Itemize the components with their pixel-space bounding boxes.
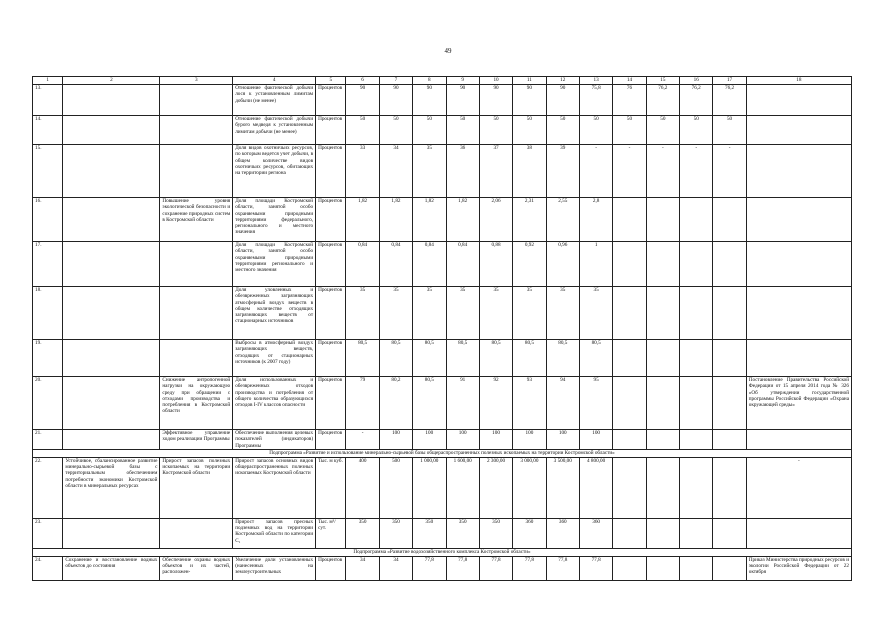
unit-cell: Процентов: [316, 430, 346, 450]
table-row: [33, 198, 852, 242]
document-cell: [746, 198, 851, 242]
value-cell: 0,92: [513, 242, 546, 287]
col-header: 16: [680, 77, 713, 85]
document-cell: [746, 242, 851, 287]
page-number: 49: [444, 47, 452, 55]
value-cell: [680, 556, 713, 580]
value-cell: [646, 457, 679, 518]
subprogram-row: [33, 548, 852, 556]
value-cell: [713, 377, 746, 430]
unit-cell: Процентов: [316, 556, 346, 580]
row-number: 16.: [33, 198, 63, 242]
task-cell: [160, 340, 233, 377]
value-cell: -: [713, 145, 746, 198]
subprogram-title: Подпрограмма «Развитие и использование минерально-сырьевой базы общераспространенных полезных ископаемых на территории Костромской области»: [33, 449, 852, 457]
value-cell: 350: [479, 518, 512, 548]
value-cell: 76: [613, 85, 646, 116]
value-cell: 500: [379, 457, 412, 518]
value-cell: 1,82: [346, 198, 379, 242]
value-cell: [613, 198, 646, 242]
unit-cell: Процентов: [316, 340, 346, 377]
value-cell: [613, 518, 646, 548]
row-number: 15.: [33, 145, 63, 198]
task-cell: [160, 287, 233, 340]
value-cell: 0,84: [446, 242, 479, 287]
value-cell: 77,8: [513, 556, 546, 580]
value-cell: 80,5: [413, 340, 446, 377]
value-cell: 2,8: [579, 198, 612, 242]
unit-cell: Процентов: [316, 377, 346, 430]
value-cell: 90: [546, 85, 579, 116]
value-cell: 93: [513, 377, 546, 430]
col-header: 3: [160, 77, 233, 85]
goal-cell: [63, 145, 160, 198]
value-cell: 50: [546, 116, 579, 145]
table-row: [33, 242, 852, 287]
value-cell: 90: [446, 85, 479, 116]
indicator-cell: Прирост запасов пресных подземных вод на территории Костромской области по категории C₁: [233, 518, 316, 548]
value-cell: [680, 457, 713, 518]
value-cell: 50: [379, 116, 412, 145]
value-cell: 0,96: [546, 242, 579, 287]
unit-cell: Тыс. м³/сут.: [316, 518, 346, 548]
indicator-cell: Увеличение доли установленных (нанесенных на землеустроительных: [233, 556, 316, 580]
value-cell: 79: [346, 377, 379, 430]
value-cell: 39: [546, 145, 579, 198]
indicator-cell: Прирост запасов основных видов общераспространенных полезных ископаемых Костромской области: [233, 457, 316, 518]
value-cell: [680, 198, 713, 242]
value-cell: 100: [479, 430, 512, 450]
table-row: [33, 377, 852, 430]
value-cell: [713, 430, 746, 450]
value-cell: 50: [346, 116, 379, 145]
indicator-cell: Выбросы в атмосферный воздух загрязняющих веществ, отходящих от стационарных источников (к 2007 году): [233, 340, 316, 377]
table-row: [33, 340, 852, 377]
value-cell: 38: [513, 145, 546, 198]
unit-cell: Тыс. м куб.: [316, 457, 346, 518]
row-number: 13.: [33, 85, 63, 116]
task-cell: [160, 85, 233, 116]
document-cell: -: [746, 457, 851, 518]
value-cell: 50: [579, 116, 612, 145]
table-row: [33, 287, 852, 340]
col-header: 13: [579, 77, 612, 85]
value-cell: 0,84: [379, 242, 412, 287]
value-cell: 35: [513, 287, 546, 340]
value-cell: [680, 242, 713, 287]
value-cell: 77,8: [479, 556, 512, 580]
indicator-cell: Доля площади Костромской области, занятой особо охраняемыми природными территориями федерального, регионального и местного значения: [233, 198, 316, 242]
value-cell: [646, 430, 679, 450]
value-cell: -: [579, 145, 612, 198]
value-cell: 50: [713, 116, 746, 145]
document-cell: [746, 116, 851, 145]
subprogram-row: [33, 449, 852, 457]
value-cell: [646, 198, 679, 242]
col-header: 4: [233, 77, 316, 85]
value-cell: 34: [379, 556, 412, 580]
value-cell: 33: [346, 145, 379, 198]
value-cell: [613, 377, 646, 430]
indicator-cell: Доля площади Костромской области, занятой особо охраняемыми природными территориями регионального и местного значения: [233, 242, 316, 287]
value-cell: 90: [346, 85, 379, 116]
unit-cell: Процентов: [316, 85, 346, 116]
document-cell: [746, 287, 851, 340]
unit-cell: Процентов: [316, 116, 346, 145]
col-header: 10: [479, 77, 512, 85]
table-row: [33, 85, 852, 116]
col-header: 17: [713, 77, 746, 85]
value-cell: 100: [446, 430, 479, 450]
value-cell: 50: [479, 116, 512, 145]
goal-cell: [63, 287, 160, 340]
value-cell: 90: [513, 85, 546, 116]
value-cell: 36: [446, 145, 479, 198]
value-cell: 34: [379, 145, 412, 198]
value-cell: [613, 457, 646, 518]
goal-cell: Устойчивое, сбалансированное развитие минерально-сырьевой базы с территориальным обеспечением потребности экономики Костромской области в минеральных ресурсах: [63, 457, 160, 518]
value-cell: 100: [413, 430, 446, 450]
value-cell: 35: [479, 287, 512, 340]
value-cell: 35: [379, 287, 412, 340]
table-row: [33, 116, 852, 145]
goal-cell: [63, 116, 160, 145]
value-cell: [680, 287, 713, 340]
value-cell: 35: [579, 287, 612, 340]
value-cell: 92: [479, 377, 512, 430]
value-cell: 350: [446, 518, 479, 548]
task-cell: [160, 145, 233, 198]
value-cell: -: [646, 145, 679, 198]
value-cell: 50: [646, 116, 679, 145]
col-header: 5: [316, 77, 346, 85]
value-cell: 80,5: [379, 340, 412, 377]
document-cell: [746, 145, 851, 198]
value-cell: 1 000,00: [413, 457, 446, 518]
goal-cell: [63, 377, 160, 430]
value-cell: [713, 198, 746, 242]
value-cell: 350: [346, 518, 379, 548]
value-cell: [613, 556, 646, 580]
value-cell: 400: [346, 457, 379, 518]
value-cell: 34: [346, 556, 379, 580]
table-row: [33, 145, 852, 198]
col-header: 1: [33, 77, 63, 85]
row-number: 20.: [33, 377, 63, 430]
task-cell: [160, 116, 233, 145]
document-cell: Приказ Министерства природных ресурсов и экологии Российской Федерации от 22 октября: [746, 556, 851, 580]
row-number: 17.: [33, 242, 63, 287]
col-header: 9: [446, 77, 479, 85]
value-cell: 0,88: [479, 242, 512, 287]
value-cell: [713, 518, 746, 548]
subprogram-title: Подпрограмма «Развитие водохозяйственного комплекса Костромской области»: [33, 548, 852, 556]
value-cell: 2,31: [513, 198, 546, 242]
value-cell: [613, 340, 646, 377]
value-cell: 2,06: [479, 198, 512, 242]
value-cell: 77,8: [446, 556, 479, 580]
value-cell: 95: [579, 377, 612, 430]
task-cell: Обеспечение охраны водных объектов и их частей, расположен-: [160, 556, 233, 580]
value-cell: 75,8: [579, 85, 612, 116]
value-cell: 80,5: [413, 377, 446, 430]
row-number: 18.: [33, 287, 63, 340]
goal-cell: [63, 198, 160, 242]
value-cell: 360: [546, 518, 579, 548]
value-cell: 360: [513, 518, 546, 548]
unit-cell: Процентов: [316, 198, 346, 242]
indicator-cell: Обеспечение выполнения целевых показателей (индикаторов) Программы: [233, 430, 316, 450]
value-cell: 50: [680, 116, 713, 145]
value-cell: 35: [413, 145, 446, 198]
value-cell: 80,5: [579, 340, 612, 377]
goal-cell: [63, 85, 160, 116]
value-cell: 50: [613, 116, 646, 145]
goal-cell: Сохранение и восстановление водных объектов до состояния: [63, 556, 160, 580]
value-cell: 94: [546, 377, 579, 430]
indicator-cell: Доля видов охотничьих ресурсов, по которым ведется учет добычи, в общем количестве видов охотничьих ресурсов, обитающих на территории региона: [233, 145, 316, 198]
value-cell: 35: [413, 287, 446, 340]
value-cell: 360: [579, 518, 612, 548]
col-header: 11: [513, 77, 546, 85]
value-cell: [646, 287, 679, 340]
value-cell: 80,5: [546, 340, 579, 377]
value-cell: 90: [379, 85, 412, 116]
value-cell: 1,82: [413, 198, 446, 242]
value-cell: 90: [413, 85, 446, 116]
value-cell: [680, 340, 713, 377]
value-cell: [680, 377, 713, 430]
document-cell: [746, 430, 851, 450]
value-cell: 80,5: [346, 340, 379, 377]
task-cell: [160, 242, 233, 287]
value-cell: 100: [379, 430, 412, 450]
value-cell: [613, 430, 646, 450]
value-cell: 77,8: [546, 556, 579, 580]
value-cell: 100: [513, 430, 546, 450]
row-number: 14.: [33, 116, 63, 145]
value-cell: 90: [479, 85, 512, 116]
value-cell: 350: [379, 518, 412, 548]
task-cell: Эффективное управление ходом реализации Программы: [160, 430, 233, 450]
value-cell: 50: [513, 116, 546, 145]
value-cell: -: [613, 145, 646, 198]
value-cell: 1,82: [446, 198, 479, 242]
document-cell: [746, 518, 851, 548]
indicator-cell: Доля уловленных и обезвреженных загрязняющих атмосферный воздух веществ в общем количестве отходящих загрязняющих веществ от стационарных источников: [233, 287, 316, 340]
value-cell: 0,84: [346, 242, 379, 287]
table-row: [33, 430, 852, 450]
row-number: 23.: [33, 518, 63, 548]
value-cell: [646, 242, 679, 287]
value-cell: 4 800,00: [579, 457, 612, 518]
value-cell: -: [680, 145, 713, 198]
value-cell: [713, 287, 746, 340]
value-cell: 100: [579, 430, 612, 450]
value-cell: 2,55: [546, 198, 579, 242]
task-cell: [160, 518, 233, 548]
value-cell: 77,8: [413, 556, 446, 580]
unit-cell: Процентов: [316, 287, 346, 340]
value-cell: 350: [413, 518, 446, 548]
document-cell: Постановление Правительства Российской Федерации от 15 апреля 2014 года № 326 «Об утверждении государственной программы Российской Федерации «Охрана окружающей среды»: [746, 377, 851, 430]
task-cell: Повышение уровня экологической безопасности и сохранение природных систем в Костромской области: [160, 198, 233, 242]
unit-cell: Процентов: [316, 242, 346, 287]
value-cell: [613, 242, 646, 287]
value-cell: 37: [479, 145, 512, 198]
value-cell: 80,2: [379, 377, 412, 430]
value-cell: 3 500,00: [546, 457, 579, 518]
value-cell: [713, 457, 746, 518]
value-cell: 50: [446, 116, 479, 145]
value-cell: [613, 287, 646, 340]
value-cell: 3 000,00: [513, 457, 546, 518]
value-cell: 100: [546, 430, 579, 450]
goal-cell: [63, 518, 160, 548]
value-cell: [646, 377, 679, 430]
value-cell: -: [346, 430, 379, 450]
value-cell: 1 600,00: [446, 457, 479, 518]
value-cell: 35: [346, 287, 379, 340]
value-cell: 35: [546, 287, 579, 340]
value-cell: [713, 340, 746, 377]
value-cell: [646, 518, 679, 548]
unit-cell: Процентов: [316, 145, 346, 198]
value-cell: [713, 556, 746, 580]
goal-cell: [63, 340, 160, 377]
col-header: 18: [746, 77, 851, 85]
value-cell: 50: [413, 116, 446, 145]
indicator-cell: Доля использованных и обезвреженных отходов производства и потребления от общего количества образующихся отходов I-IV классов опасности: [233, 377, 316, 430]
col-header: 14: [613, 77, 646, 85]
value-cell: 80,5: [513, 340, 546, 377]
value-cell: 77,8: [579, 556, 612, 580]
indicator-cell: Отношение фактической добычи лося к установленным лимитам добычи (не менее): [233, 85, 316, 116]
col-header: 12: [546, 77, 579, 85]
value-cell: [646, 340, 679, 377]
col-header: 7: [379, 77, 412, 85]
table-row: [33, 518, 852, 548]
row-number: 22.: [33, 457, 63, 518]
row-number: 24.: [33, 556, 63, 580]
col-header: 2: [63, 77, 160, 85]
value-cell: 76,2: [713, 85, 746, 116]
task-cell: Снижение антропогенной нагрузки на окружающую среду при обращении с отходами производства и потребления в Костромской области: [160, 377, 233, 430]
table-row: [33, 556, 852, 580]
column-number-row: [33, 77, 852, 85]
value-cell: 0,84: [413, 242, 446, 287]
indicators-table: [32, 76, 852, 581]
value-cell: 1: [579, 242, 612, 287]
table-row: [33, 457, 852, 518]
goal-cell: [63, 242, 160, 287]
col-header: 15: [646, 77, 679, 85]
value-cell: 80,5: [446, 340, 479, 377]
indicator-cell: Отношение фактической добычи бурого медведя к установленным лимитам добычи (не менее): [233, 116, 316, 145]
col-header: 8: [413, 77, 446, 85]
value-cell: 76,2: [680, 85, 713, 116]
value-cell: 76,2: [646, 85, 679, 116]
value-cell: 1,82: [379, 198, 412, 242]
value-cell: [713, 242, 746, 287]
value-cell: [680, 518, 713, 548]
task-cell: Прирост запасов полезных ископаемых на территории Костромской области: [160, 457, 233, 518]
value-cell: 91: [446, 377, 479, 430]
value-cell: [646, 556, 679, 580]
goal-cell: [63, 430, 160, 450]
value-cell: 35: [446, 287, 479, 340]
document-cell: [746, 85, 851, 116]
value-cell: 80,5: [479, 340, 512, 377]
row-number: 21.: [33, 430, 63, 450]
col-header: 6: [346, 77, 379, 85]
document-cell: [746, 340, 851, 377]
value-cell: 2 300,00: [479, 457, 512, 518]
value-cell: [680, 430, 713, 450]
row-number: 19.: [33, 340, 63, 377]
